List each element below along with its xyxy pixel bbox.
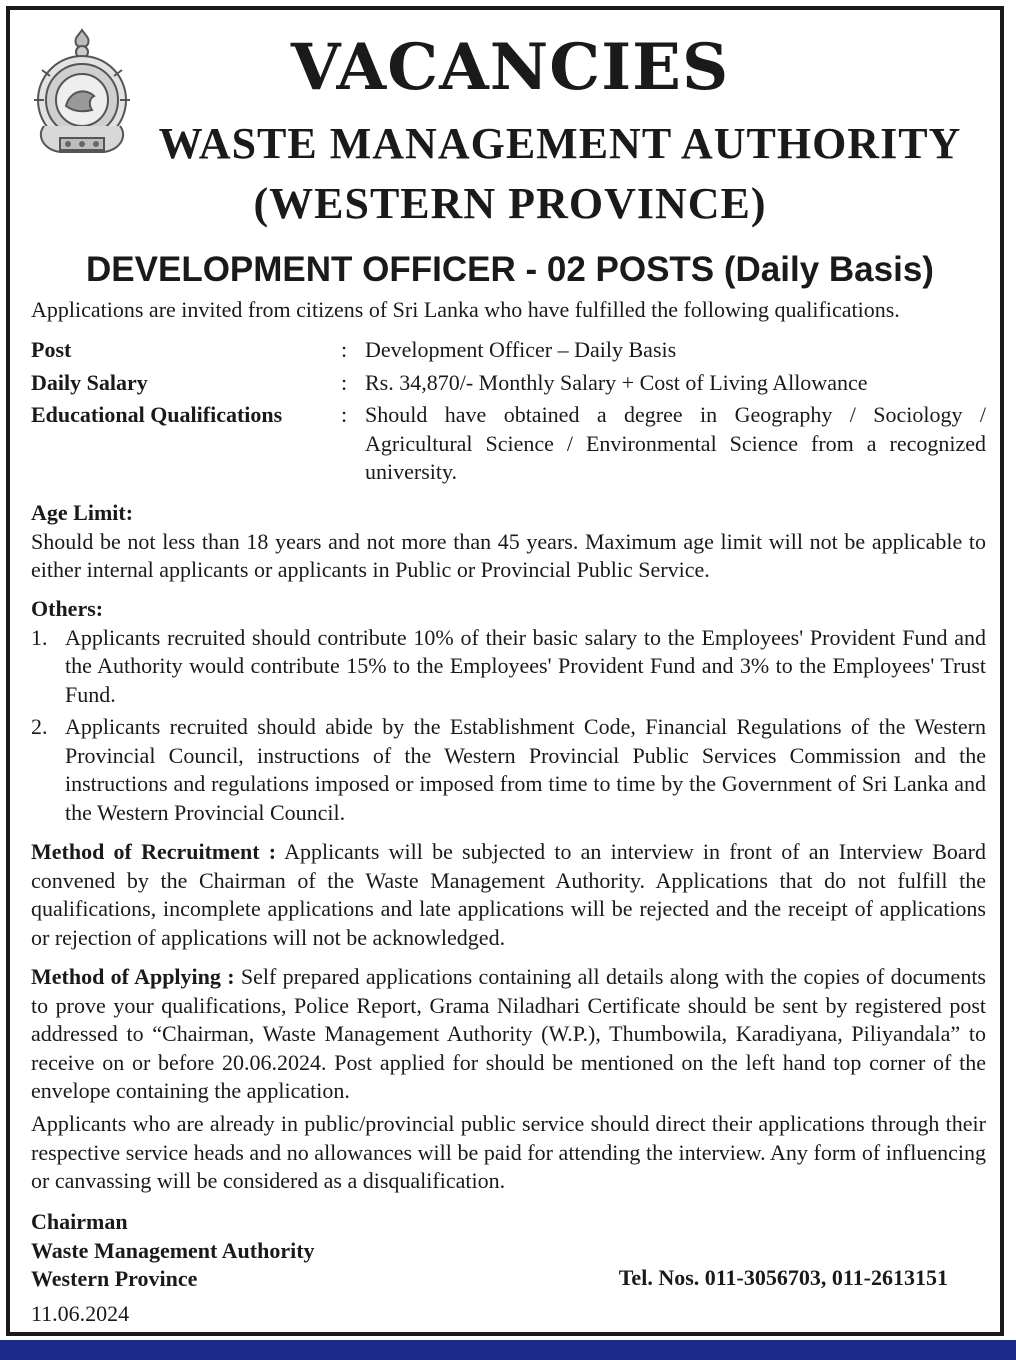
- others-section: [31, 595, 986, 827]
- applying-label: Method of Applying :: [31, 964, 235, 989]
- signature-organization: Waste Management Authority: [31, 1237, 315, 1263]
- detail-separator: :: [341, 402, 348, 427]
- intro-text: Applications are invited from citizens of Sri Lanka who have fulfilled the following qualifications.: [31, 297, 900, 322]
- signature-title: Chairman: [31, 1209, 128, 1234]
- organization-region: (WESTERN PROVINCE): [253, 179, 767, 228]
- recruitment-text: Applicants will be subjected to an interview in front of an Interview Board convened by the Chairman of the Waste Management Authority. Applications that do not fulfill the qualifications, incomplete applications and late applications will be rejected and the receipt of applications or rejection of applications will not be acknowledged.: [31, 839, 986, 950]
- recruitment-section: [31, 838, 986, 952]
- detail-row-post: [31, 336, 986, 365]
- detail-label: Post: [31, 337, 72, 362]
- post-heading: DEVELOPMENT OFFICER - 02 POSTS (Daily Basis): [86, 250, 934, 289]
- age-limit-section: [31, 499, 986, 585]
- others-heading: Others:: [31, 596, 104, 621]
- bottom-color-bar: [0, 1340, 1016, 1360]
- signature-region: Western Province: [31, 1266, 198, 1291]
- detail-row-qualifications: [31, 401, 986, 487]
- list-item: [31, 713, 986, 827]
- public-service-note: Applicants who are already in public/provincial public service should direct their applications through their respective service heads and no allowances will be paid for attending the interview. Any form of influencing or canvassing will be considered as a disqualification.: [31, 1111, 986, 1193]
- detail-separator: :: [341, 337, 348, 362]
- detail-value: Should have obtained a degree in Geography / Sociology / Agricultural Science / Environmental Science from a recognized university.: [365, 402, 986, 484]
- detail-separator: :: [341, 369, 348, 395]
- recruitment-label: Method of Recruitment :: [31, 839, 277, 864]
- organization-name: WASTE MANAGEMENT AUTHORITY: [158, 119, 962, 168]
- age-limit-heading: Age Limit:: [31, 500, 134, 525]
- detail-label: Daily Salary: [31, 369, 148, 395]
- issue-date: 11.06.2024: [31, 1301, 130, 1326]
- details-table: [31, 336, 986, 487]
- page-title: VACANCIES: [290, 30, 730, 105]
- detail-row-salary: [31, 369, 986, 398]
- detail-label: Educational Qualifications: [31, 402, 283, 427]
- detail-value: Development Officer – Daily Basis: [365, 337, 677, 362]
- applying-section: [31, 963, 986, 1106]
- list-item-number: 1.: [31, 624, 48, 650]
- applying-text: Self prepared applications containing all details along with the copies of documents to prove your qualifications, Police Report, Grama Niladhari Certificate should be sent by registered post addressed to “Chairman, Waste Management Authority (W.P.), Thumbowila, Karadiyana, Piliyandala” to receive on or before 20.06.2024. Post applied for should be mentioned on the left hand top corner of the envelope containing the application.: [31, 964, 986, 1103]
- detail-value: Rs. 34,870/- Monthly Salary + Cost of Living Allowance: [365, 369, 868, 395]
- list-item: [31, 624, 986, 710]
- sri-lanka-emblem-icon: [30, 26, 134, 158]
- telephone-numbers: Tel. Nos. 011-3056703, 011-2613151: [618, 1265, 948, 1290]
- list-item-text: Applicants recruited should abide by the Establishment Code, Financial Regulations of the Western Provincial Council, instructions of the Western Provincial Public Services Commission and the instructions and regulations imposed or imposed from time to time by the Government of Sri Lanka and the Western Provincial Council.: [65, 714, 986, 825]
- age-limit-text: Should be not less than 18 years and not more than 45 years. Maximum age limit will not be applicable to either internal applicants or applicants in Public or Provincial Public Service.: [31, 528, 986, 582]
- list-item-text: Applicants recruited should contribute 10% of their basic salary to the Employees' Provident Fund and the Authority would contribute 15% to the Employees' Provident Fund and 3% to the Employees' Trust Fund.: [65, 624, 986, 707]
- list-item-number: 2.: [31, 714, 48, 739]
